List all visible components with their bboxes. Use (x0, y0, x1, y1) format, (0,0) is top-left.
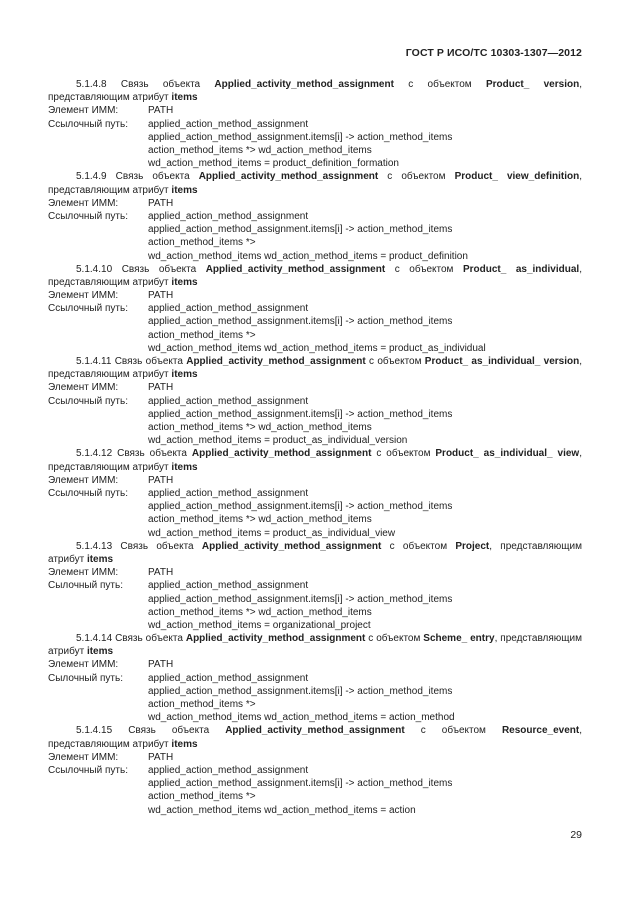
attribute-name: items (171, 92, 198, 104)
reference-path-line: applied_action_method_assignment (148, 765, 309, 776)
heading-text: с объектом (381, 540, 456, 552)
reference-path-row (48, 118, 582, 131)
section-heading (48, 170, 582, 196)
document-body (48, 78, 582, 817)
section-5-1-4-11 (48, 355, 582, 447)
mim-element-label: Элемент ИММ: (48, 567, 119, 579)
attribute-name: items (171, 184, 198, 196)
heading-text: , представляющим атрибут (48, 263, 582, 288)
reference-path-line: applied_action_method_assignment.items[i] -> action_method_items (148, 131, 453, 143)
attribute-name: items (86, 646, 114, 658)
mim-element-label: Элемент ИММ: (48, 751, 119, 763)
reference-path-row (48, 698, 582, 711)
reference-path-line: wd_action_method_items wd_action_method_items = product_as_individual (148, 342, 486, 354)
reference-path-row (48, 527, 582, 540)
heading-text: Связь объекта (112, 448, 192, 460)
heading-text: Связь объекта (106, 171, 199, 183)
reference-path-row (48, 210, 582, 223)
heading-text: с объектом (378, 171, 455, 183)
mim-element-row (48, 289, 582, 302)
reference-path-row (48, 223, 582, 236)
reference-path-row (48, 395, 582, 408)
section-5-1-4-12 (48, 447, 582, 539)
reference-path-line: applied_action_method_assignment (148, 118, 309, 130)
reference-path-line: wd_action_method_items wd_action_method_items = product_definition (148, 250, 468, 262)
heading-text: с объектом (371, 448, 436, 460)
reference-path-label: Сылочный путь: (48, 672, 123, 684)
section-heading (48, 540, 582, 566)
reference-path-row (48, 236, 582, 249)
heading-text: Связь объекта (112, 633, 186, 645)
document-header: ГОСТ Р ИСО/ТС 10303-1307—2012 (405, 47, 582, 59)
section-5-1-4-15 (48, 724, 582, 816)
section-5-1-4-8 (48, 78, 582, 170)
attribute-name: items (86, 553, 114, 565)
heading-text: , представляющим атрибут (48, 633, 582, 658)
reference-path-row (48, 329, 582, 342)
heading-text: , представляющим атрибут (48, 725, 582, 750)
section-heading (48, 263, 582, 289)
mim-element-value: PATH (148, 197, 174, 209)
heading-text: Связь объекта (112, 725, 226, 737)
reference-path-row (48, 619, 582, 632)
reference-path-line: applied_action_method_assignment (148, 210, 309, 222)
mim-element-value: PATH (148, 474, 174, 486)
heading-text: Связь объекта (112, 540, 202, 552)
section-heading (48, 447, 582, 473)
heading-text: с объектом (404, 725, 502, 737)
mim-element-value: PATH (148, 382, 174, 394)
heading-text: , представляющим атрибут (48, 540, 582, 565)
section-5-1-4-14 (48, 632, 582, 724)
attribute-name: items (171, 738, 198, 750)
reference-path-row (48, 711, 582, 724)
attribute-name: items (171, 276, 198, 288)
mim-element-value: PATH (148, 751, 174, 763)
heading-text: с объектом (393, 79, 486, 90)
reference-path-row (48, 408, 582, 421)
heading-text: , представляющим атрибут (48, 448, 582, 473)
section-heading (48, 724, 582, 750)
reference-path-label: Ссылочный путь: (48, 118, 128, 130)
attribute-name: items (171, 369, 198, 381)
heading-text: Связь объекта (106, 79, 215, 90)
reference-path-row (48, 434, 582, 447)
section-number: 5.1.4.11 (76, 356, 112, 368)
section-number: 5.1.4.13 (76, 540, 113, 552)
reference-path-line: action_method_items *> (148, 699, 256, 711)
reference-path-line: action_method_items *> wd_action_method_items (148, 144, 372, 156)
reference-path-row (48, 804, 582, 817)
section-5-1-4-9 (48, 170, 582, 262)
mim-element-label: Элемент ИММ: (48, 474, 119, 486)
heading-text: Связь объекта (111, 356, 187, 368)
target-entity-name: Project (455, 540, 490, 552)
entity-name: Applied_activity_method_assignment (185, 633, 366, 645)
reference-path-line: action_method_items *> wd_action_method_items (148, 514, 372, 526)
heading-text: с объектом (385, 263, 463, 275)
reference-path-label: Ссылочный путь: (48, 303, 128, 315)
entity-name: Applied_activity_method_assignment (214, 79, 394, 90)
reference-path-row (48, 777, 582, 790)
mim-element-row (48, 658, 582, 671)
reference-path-line: wd_action_method_items = organizational_project (148, 619, 371, 631)
reference-path-line: action_method_items *> (148, 329, 256, 341)
reference-path-row (48, 790, 582, 803)
reference-path-row (48, 302, 582, 315)
reference-path-line: action_method_items *> (148, 791, 256, 803)
mim-element-row (48, 381, 582, 394)
reference-path-label: Ссылочный путь: (48, 395, 128, 407)
reference-path-row (48, 672, 582, 685)
section-5-1-4-10 (48, 263, 582, 355)
section-number: 5.1.4.14 (76, 633, 113, 645)
section-heading (48, 355, 582, 381)
reference-path-line: applied_action_method_assignment.items[i] -> action_method_items (148, 501, 453, 513)
reference-path-line: applied_action_method_assignment.items[i] -> action_method_items (148, 593, 453, 605)
section-5-1-4-13 (48, 540, 582, 632)
reference-path-label: Сылочный путь: (48, 580, 123, 592)
mim-element-row (48, 474, 582, 487)
reference-path-label: Ссылочный путь: (48, 765, 128, 776)
reference-path-row (48, 250, 582, 263)
mim-element-value: PATH (148, 105, 174, 117)
reference-path-line: applied_action_method_assignment.items[i] -> action_method_items (148, 685, 453, 697)
reference-path-row (48, 131, 582, 144)
section-heading (48, 78, 582, 104)
reference-path-line: applied_action_method_assignment.items[i] -> action_method_items (148, 778, 453, 790)
mim-element-label: Элемент ИММ: (48, 382, 119, 394)
reference-path-row (48, 606, 582, 619)
mim-element-row (48, 751, 582, 764)
mim-element-value: PATH (148, 567, 174, 579)
reference-path-line: action_method_items *> wd_action_method_items (148, 422, 372, 433)
reference-path-line: applied_action_method_assignment.items[i] -> action_method_items (148, 408, 453, 420)
section-number: 5.1.4.10 (76, 263, 113, 275)
page-number: 29 (570, 829, 582, 841)
reference-path-row (48, 144, 582, 157)
reference-path-row (48, 487, 582, 500)
mim-element-row (48, 566, 582, 579)
reference-path-line: action_method_items *> wd_action_method_items (148, 606, 372, 618)
target-entity-name: Resource_event (501, 725, 580, 737)
reference-path-row (48, 342, 582, 355)
entity-name: Applied_activity_method_assignment (225, 725, 405, 737)
target-entity-name: Product_ as_individual_ view (435, 448, 580, 460)
heading-text: Связь объекта (112, 263, 206, 275)
reference-path-line: wd_action_method_items = product_definition_formation (148, 158, 399, 170)
target-entity-name: Product_ as_individual (462, 263, 580, 275)
mim-element-value: PATH (148, 290, 174, 302)
entity-name: Applied_activity_method_assignment (201, 540, 382, 552)
reference-path-line: wd_action_method_items = product_as_individual_view (148, 527, 396, 539)
reference-path-label: Ссылочный путь: (48, 210, 128, 222)
mim-element-label: Элемент ИММ: (48, 290, 119, 302)
reference-path-line: wd_action_method_items wd_action_method_items = action (148, 804, 416, 816)
reference-path-line: applied_action_method_assignment (148, 395, 309, 407)
mim-element-label: Элемент ИММ: (48, 105, 119, 117)
entity-name: Applied_activity_method_assignment (186, 356, 366, 368)
reference-path-row (48, 500, 582, 513)
reference-path-row (48, 157, 582, 170)
reference-path-line: applied_action_method_assignment (148, 303, 309, 315)
section-heading (48, 632, 582, 658)
reference-path-row (48, 685, 582, 698)
reference-path-row (48, 764, 582, 777)
section-number: 5.1.4.9 (76, 171, 107, 183)
entity-name: Applied_activity_method_assignment (191, 448, 372, 460)
reference-path-line: wd_action_method_items wd_action_method_items = action_method (148, 712, 455, 724)
attribute-name: items (171, 461, 198, 473)
section-number: 5.1.4.15 (76, 725, 113, 737)
reference-path-line: wd_action_method_items = product_as_individual_version (148, 435, 408, 447)
heading-text: с объектом (365, 356, 425, 368)
reference-path-line: applied_action_method_assignment (148, 580, 309, 592)
target-entity-name: Scheme_ entry (423, 633, 495, 645)
target-entity-name: Product_ as_individual_ version (424, 356, 580, 368)
heading-text: , представляющим атрибут (48, 79, 582, 104)
heading-text: , представляющим атрибут (48, 171, 582, 196)
mim-element-value: PATH (148, 659, 174, 671)
reference-path-row (48, 421, 582, 434)
heading-text: с объектом (365, 633, 424, 645)
section-number: 5.1.4.8 (76, 79, 107, 90)
entity-name: Applied_activity_method_assignment (205, 263, 386, 275)
reference-path-row (48, 315, 582, 328)
reference-path-line: applied_action_method_assignment (148, 487, 309, 499)
mim-element-label: Элемент ИММ: (48, 197, 119, 209)
target-entity-name: Product_ version (485, 79, 580, 90)
reference-path-label: Ссылочный путь: (48, 487, 128, 499)
heading-text: , представляющим атрибут (48, 356, 582, 381)
section-number: 5.1.4.12 (76, 448, 113, 460)
reference-path-line: applied_action_method_assignment.items[i] -> action_method_items (148, 224, 453, 236)
mim-element-label: Элемент ИММ: (48, 659, 119, 671)
reference-path-row (48, 513, 582, 526)
reference-path-row (48, 593, 582, 606)
entity-name: Applied_activity_method_assignment (198, 171, 379, 183)
mim-element-row (48, 197, 582, 210)
reference-path-row (48, 579, 582, 592)
mim-element-row (48, 104, 582, 117)
reference-path-line: applied_action_method_assignment (148, 672, 309, 684)
reference-path-line: action_method_items *> (148, 237, 256, 249)
target-entity-name: Product_ view_definition (454, 171, 580, 183)
reference-path-line: applied_action_method_assignment.items[i] -> action_method_items (148, 316, 453, 328)
